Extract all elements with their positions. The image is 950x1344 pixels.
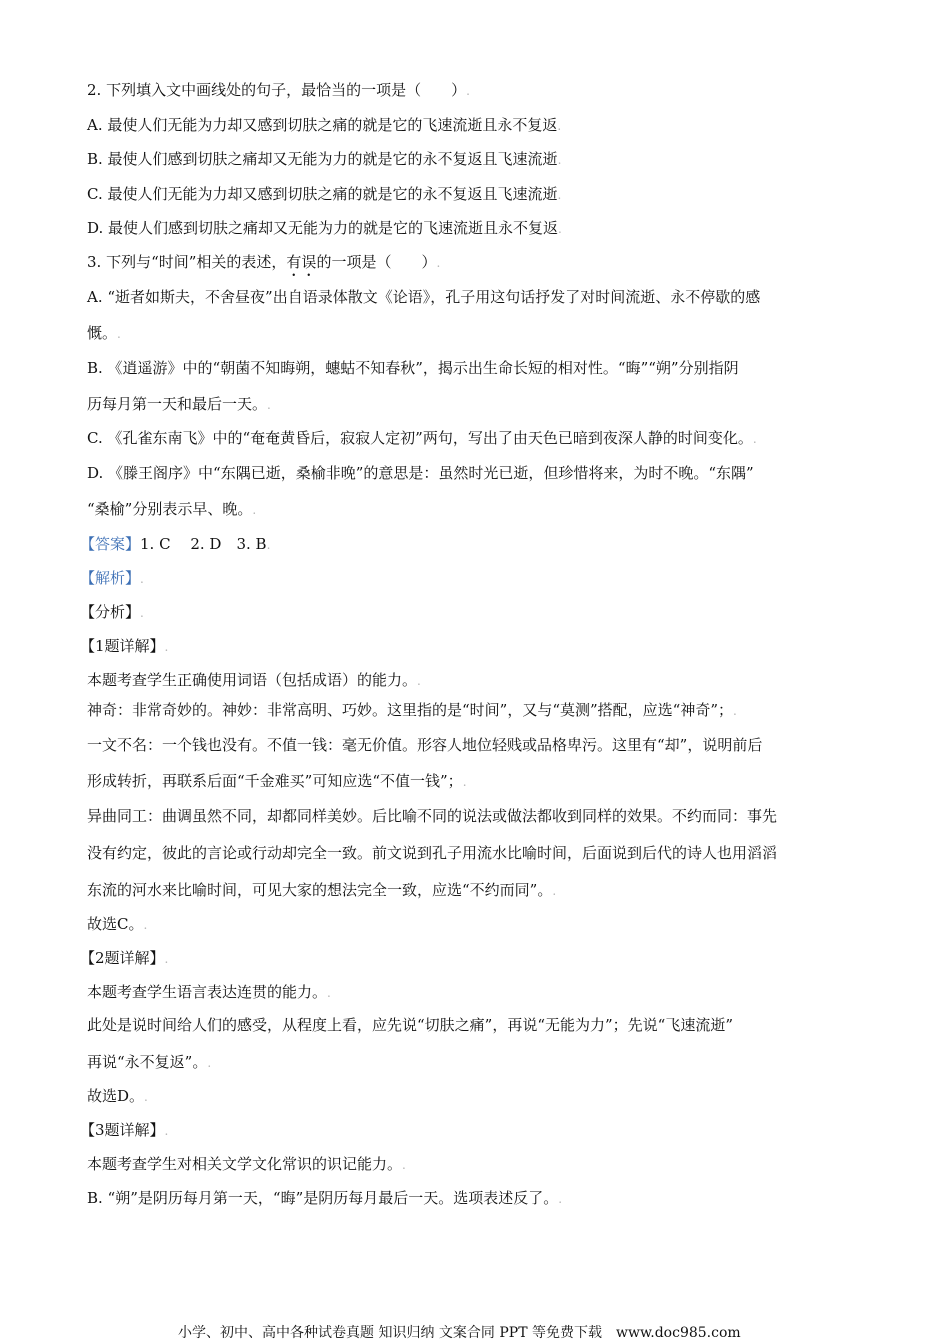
- detail-1-line1: 本题考查学生正确使用词语（包括成语）的能力。.: [87, 671, 421, 689]
- detail-2-line1: 本题考查学生语言表达连贯的能力。.: [87, 983, 331, 1001]
- fenxi-label: 【分析】.: [80, 603, 144, 621]
- question-3-option-d-line2: “桑榆”分别表示早、晚。.: [87, 500, 257, 518]
- answer-label: 【答案】: [80, 535, 141, 553]
- question-3-option-b-line1: B. 《逍遥游》中的“朝菌不知晦朔，蟪蛄不知春秋”，揭示出生命长短的相对性。“晦”“朔”分别指阴: [87, 359, 739, 377]
- detail-1-heading: 【1题详解】.: [80, 637, 169, 655]
- detail-2-heading: 【2题详解】.: [80, 949, 169, 967]
- detail-1-line7: 东流的河水来比喻时间，可见大家的想法完全一致，应选“不约而同”。.: [87, 881, 557, 899]
- question-2-option-b: B. 最使人们感到切肤之痛却又无能为力的就是它的永不复返且飞速流逝.: [87, 150, 562, 168]
- footer-watermark: 小学、初中、高中各种试卷真题 知识归纳 文案合同 PPT 等免费下载 www.doc985.com: [178, 1325, 741, 1341]
- answer-line: 【答案】1. C 2. D 3. B.: [80, 535, 271, 553]
- detail-3-line2: B. “朔”是阴历每月第一天，“晦”是阴历每月最后一天。选项表述反了。.: [87, 1189, 563, 1207]
- question-3-option-a-line1: A. “逝者如斯夫，不舍昼夜”出自语录体散文《论语》，孔子用这句话抒发了对时间流逝、永不停歇的感: [87, 288, 761, 306]
- question-2-stem: 2. 下列填入文中画线处的句子，最恰当的一项是（ ）.: [87, 81, 470, 99]
- detail-2-line4: 故选D。.: [87, 1087, 148, 1105]
- detail-1-line3: 一文不名：一个钱也没有。不值一钱：毫无价值。形容人地位轻贱或品格卑污。这里有“却”，说明前后: [87, 736, 763, 754]
- detail-1-line2: 神奇：非常奇妙的。神妙：非常高明、巧妙。这里指的是“时间”，又与“莫测”搭配，应选“神奇”；.: [87, 701, 737, 719]
- question-2-option-c: C. 最使人们无能为力却又感到切肤之痛的就是它的永不复返且飞速流逝.: [87, 185, 562, 203]
- question-2-option-d: D. 最使人们感到切肤之痛却又无能为力的就是它的飞速流逝且永不复返.: [87, 219, 562, 237]
- question-3-option-c: C. 《孔雀东南飞》中的“奄奄黄昏后，寂寂人定初”两句，写出了由天色已暗到夜深人静的时间变化。.: [87, 429, 757, 447]
- jiexi-label: 【解析】.: [80, 569, 144, 587]
- question-3-stem: 3. 下列与“时间”相关的表述，有误的一项是（ ）.: [87, 253, 441, 271]
- question-2-option-a: A. 最使人们无能为力却又感到切肤之痛的就是它的飞速流逝且永不复返.: [87, 116, 562, 134]
- detail-1-line4: 形成转折，再联系后面“千金难买”可知应选“不值一钱”；.: [87, 772, 467, 790]
- detail-1-line5: 异曲同工：曲调虽然不同，却都同样美妙。后比喻不同的说法或做法都收到同样的效果。不约而同：事先: [87, 807, 778, 825]
- detail-3-line1: 本题考查学生对相关文学文化常识的识记能力。.: [87, 1155, 406, 1173]
- detail-2-line2: 此处是说时间给人们的感受，从程度上看，应先说“切肤之痛”，再说“无能为力”；先说“飞速流逝”: [87, 1016, 734, 1034]
- detail-2-line3: 再说“永不复返”。.: [87, 1053, 212, 1071]
- question-3-option-a-line2: 慨。.: [87, 324, 121, 342]
- emphasized-word: 有误: [286, 253, 317, 271]
- detail-3-heading: 【3题详解】.: [80, 1121, 169, 1139]
- detail-1-line8: 故选C。.: [87, 915, 148, 933]
- answer-text: 1. C 2. D 3. B: [140, 535, 267, 553]
- question-3-option-b-line2: 历每月第一天和最后一天。.: [87, 395, 271, 413]
- detail-1-line6: 没有约定，彼此的言论或行动却完全一致。前文说到孔子用流水比喻时间，后面说到后代的诗人也用滔滔: [87, 844, 778, 862]
- question-3-option-d-line1: D. 《滕王阁序》中“东隅已逝，桑榆非晚”的意思是：虽然时光已逝，但珍惜将来，为时不晚。“东隅”: [87, 464, 754, 482]
